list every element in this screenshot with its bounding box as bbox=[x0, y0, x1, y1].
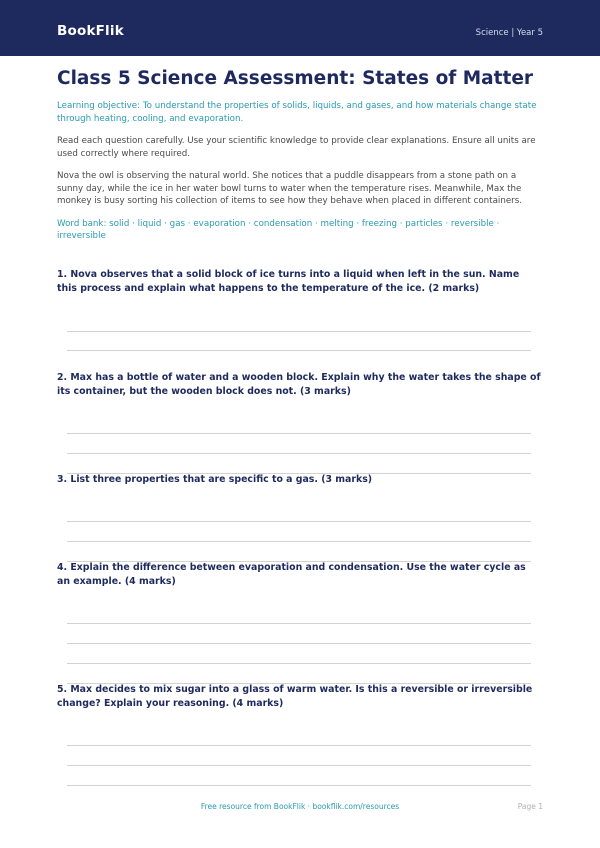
answer-line[interactable] bbox=[67, 350, 531, 351]
page-title: Class 5 Science Assessment: States of Matter bbox=[57, 68, 534, 89]
answer-line[interactable] bbox=[67, 663, 531, 664]
answer-line[interactable] bbox=[67, 453, 531, 454]
question-5: 5. Max decides to mix sugar into a glass of warm water. Is this a reversible or irreversible change? Explain your reasoning. (4 marks) bbox=[57, 684, 533, 709]
question-3: 3. List three properties that are specific to a gas. (3 marks) bbox=[57, 474, 373, 485]
answer-line[interactable] bbox=[67, 623, 531, 624]
question-4: 4. Explain the difference between evaporation and condensation. Use the water cycle as an example. (4 marks) bbox=[57, 562, 526, 587]
answer-line[interactable] bbox=[67, 433, 531, 434]
page-number: Page 1 bbox=[517, 802, 543, 811]
answer-line[interactable] bbox=[67, 643, 531, 644]
intro-section bbox=[57, 68, 541, 243]
answer-line[interactable] bbox=[67, 785, 531, 786]
word-bank: Word bank: solid · liquid · gas · evaporation · condensation · melting · freezing · particles · reversible · irreversible bbox=[57, 218, 500, 241]
story-text: Nova the owl is observing the natural world. She notices that a puddle disappears from a stone path on a sunny day, while the ice in her water bowl turns to water when the temperature rises. Meanwhile, Max the monkey is busy sorting his collection of items to see how they behave when placed in different containers. bbox=[57, 171, 523, 206]
header-bar bbox=[0, 0, 600, 56]
learning-objective: Learning objective: To understand the properties of solids, liquids, and gases, and how materials change state through heating, cooling, and evaporation. bbox=[57, 101, 537, 124]
answer-line[interactable] bbox=[67, 521, 531, 522]
question-1: 1. Nova observes that a solid block of ice turns into a liquid when left in the sun. Name this process and explain what happens to the temperature of the ice. (2 marks) bbox=[57, 269, 520, 294]
question-2: 2. Max has a bottle of water and a wooden block. Explain why the water takes the shape of its container, but the wooden block does not. (3 marks) bbox=[57, 372, 541, 397]
answer-line[interactable] bbox=[67, 745, 531, 746]
answer-line[interactable] bbox=[67, 541, 531, 542]
brand-logo: BookFlik bbox=[57, 23, 124, 39]
subject-label: Science | Year 5 bbox=[475, 28, 543, 38]
instructions: Read each question carefully. Use your scientific knowledge to provide clear explanations. Ensure all units are used correctly where required. bbox=[57, 136, 536, 159]
answer-line[interactable] bbox=[67, 765, 531, 766]
footer-credit: Free resource from BookFlik · bookflik.com/resources bbox=[200, 802, 400, 811]
answer-line[interactable] bbox=[67, 331, 531, 332]
